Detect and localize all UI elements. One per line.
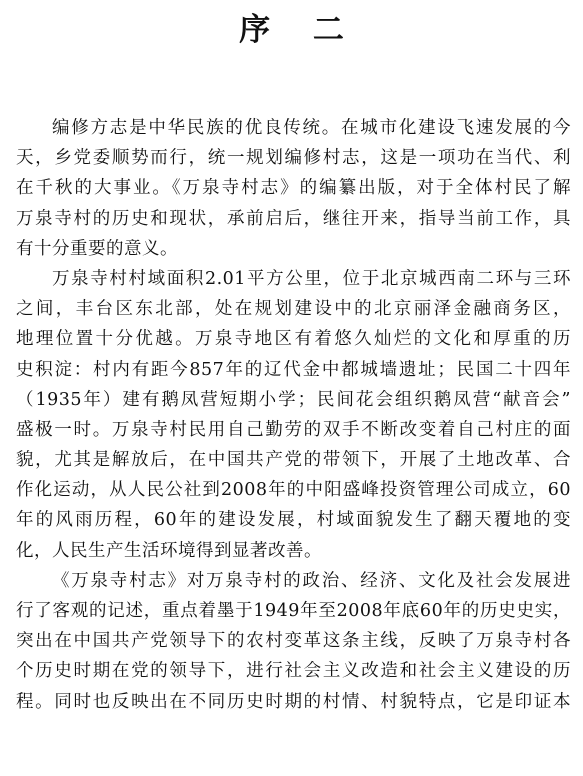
text-line: 万泉寺村村域面积2.01平方公里，位于北京城西南二环与三环: [52, 268, 571, 289]
document-body: [16, 113, 571, 717]
text-line: 天，乡党委顺势而行，统一规划编修村志，这是一项功在当代、利: [16, 148, 571, 169]
text-line: 个历史时期在党的领导下，进行社会主义改造和社会主义建设的历: [16, 661, 571, 682]
text-line: 地理位置十分优越。万泉寺地区有着悠久灿烂的文化和厚重的历: [16, 329, 571, 350]
paragraph-3: [16, 566, 571, 717]
text-line: 突出在中国共产党领导下的农村变革这条主线，反映了万泉寺村各: [16, 631, 571, 652]
text-line: 有十分重要的意义。: [16, 238, 178, 259]
paragraph-2: [16, 264, 571, 566]
text-line: 行了客观的记述，重点着墨于1949年至2008年底60年的历史史实，: [16, 601, 571, 621]
text-line: 盛极一时。万泉寺村民用自己勤劳的双手不断改变着自己村庄的面: [16, 419, 571, 440]
text-line: 年的风雨历程，60年的建设发展，村域面貌发生了翻天覆地的变: [16, 510, 571, 531]
text-line: 《万泉寺村志》对万泉寺村的政治、经济、文化及社会发展进: [52, 570, 571, 591]
text-line: 化，人民生产生活环境得到显著改善。: [16, 540, 322, 561]
text-line: 之间，丰台区东北部，处在规划建设中的北京丽泽金融商务区，: [16, 299, 571, 320]
text-line: 万泉寺村的历史和现状，承前启后，继往开来，指导当前工作，具: [16, 208, 571, 229]
text-line: 貌，尤其是解放后，在中国共产党的带领下，开展了土地改革、合: [16, 450, 571, 471]
text-line: （1935年）建有鹅凤营短期小学；民间花会组织鹅凤营“献音会”: [16, 389, 571, 410]
text-line: 程。同时也反映出在不同历史时期的村情、村貌特点，它是印证本: [16, 691, 571, 712]
text-line: 作化运动，从人民公社到2008年的中阳盛峰投资管理公司成立，60: [16, 480, 571, 501]
text-line: 编修方志是中华民族的优良传统。在城市化建设飞速发展的今: [52, 118, 571, 138]
text-line: 史积淀：村内有距今857年的辽代金中都城墙遗址；民国二十四年: [16, 359, 571, 380]
page-title: 序 二: [239, 12, 360, 48]
paragraph-1: [16, 113, 571, 264]
text-line: 在千秋的大事业。《万泉寺村志》的编纂出版，对于全体村民了解: [16, 178, 571, 199]
